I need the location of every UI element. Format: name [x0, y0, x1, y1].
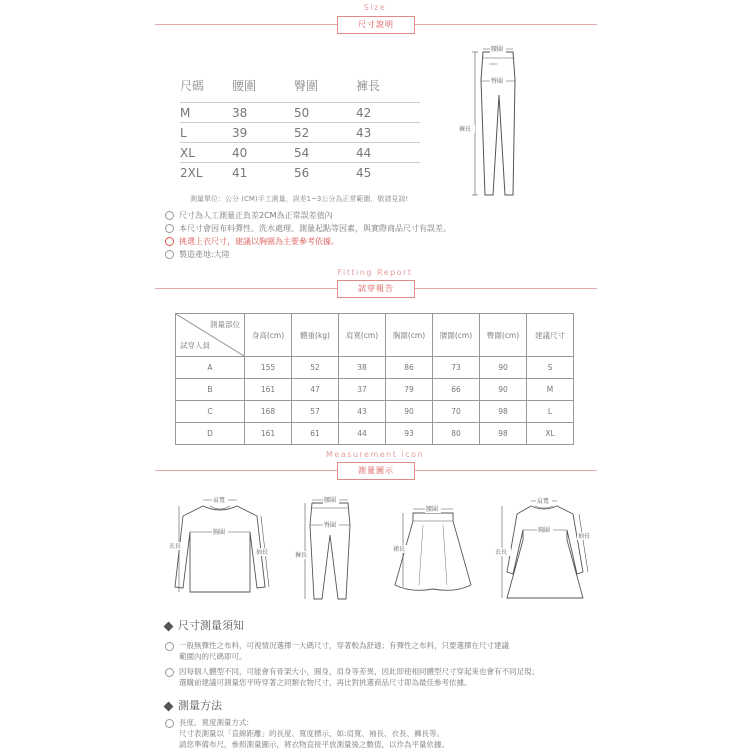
fitting-cell: 161 — [245, 423, 292, 445]
bullet-text: 尺寸為人工測量正負差2CM為正常誤差值內 — [179, 211, 333, 220]
skirt-length-label: 裙長 — [393, 546, 406, 553]
table-row — [180, 103, 420, 123]
pants-icon-length-label: 褲長 — [295, 552, 308, 559]
fitting-header: 體重(kg) — [292, 314, 339, 357]
para-line: 選購前建議可測量您平時穿著之同類衣物尺寸，再比對挑選商品尺寸即為最佳參考依據。 — [179, 678, 472, 687]
size-cell: M — [180, 103, 232, 123]
fitting-cell: A — [176, 357, 245, 379]
fitting-section-en-title: Fitting Report — [337, 268, 413, 277]
pants-hip-label: 臀圍 — [491, 78, 504, 85]
corner-top-label: 測量部位 — [210, 320, 240, 329]
para-line: 範圍內的尺碼即可。 — [179, 652, 247, 661]
size-cell: 44 — [356, 143, 420, 163]
measure-section-en-title: Measurement icon — [325, 450, 425, 459]
size-cell: 43 — [356, 123, 420, 143]
bullet-item-highlight — [165, 236, 339, 247]
bullet-text: 本尺寸會因布料彈性、洗水處理、測量起點等因素，與實際商品尺寸有誤差。 — [179, 224, 451, 233]
fitting-cell: 66 — [433, 379, 480, 401]
size-cell: 50 — [294, 103, 356, 123]
fitting-cell: 80 — [433, 423, 480, 445]
fitting-cell: 86 — [386, 357, 433, 379]
size-cell: 42 — [356, 103, 420, 123]
fitting-cell: 73 — [433, 357, 480, 379]
fitting-cell: C — [176, 401, 245, 423]
para-line: 請您準備布尺，參照測量圖示，將衣物直接平放測量後之數值，以作為平量依據。 — [179, 740, 449, 749]
size-section-title: 尺寸說明 — [337, 16, 415, 34]
top-chest-label: 胸圍 — [213, 529, 226, 536]
fitting-header: 腰圍(cm) — [433, 314, 480, 357]
fitting-cell: 61 — [292, 423, 339, 445]
fitting-cell: L — [527, 401, 574, 423]
fitting-header: 建議尺寸 — [527, 314, 574, 357]
table-row — [176, 423, 574, 445]
size-cell: 56 — [294, 163, 356, 183]
top-length-label: 衣長 — [169, 543, 182, 550]
skirt-measure-diagram — [385, 505, 480, 600]
pants-diagram — [455, 40, 555, 200]
measure-section-title: 測量圖示 — [337, 462, 415, 480]
size-header: 尺碼 — [180, 78, 205, 93]
size-cell: 41 — [232, 163, 294, 183]
heading-text: 尺寸測量須知 — [178, 619, 244, 632]
fitting-cell: XL — [527, 423, 574, 445]
para-line: 長度、寬度測量方式: — [179, 718, 250, 727]
size-header: 褲長 — [356, 78, 381, 93]
fitting-cell: 47 — [292, 379, 339, 401]
table-row — [176, 401, 574, 423]
fitting-cell: 37 — [339, 379, 386, 401]
bullet-item — [165, 223, 451, 234]
para-line: 一般無彈性之布料，可視情況選擇一大碼尺寸，穿著較為舒適；有彈性之布料，只要選擇在尺寸建議 — [179, 641, 509, 650]
top-sleeve-label: 袖長 — [256, 549, 269, 556]
fitting-cell: M — [527, 379, 574, 401]
size-header: 腰圍 — [232, 78, 257, 93]
fitting-cell: 93 — [386, 423, 433, 445]
notice-paragraph-2 — [165, 666, 605, 688]
fitting-cell: 44 — [339, 423, 386, 445]
pants-icon-hip-label: 臀圍 — [324, 522, 337, 529]
fitting-cell: 79 — [386, 379, 433, 401]
para-line: 因每個人體型不同，可能會有骨架大小，圓身，肩身等差異，因此即使相同體型尺寸穿起來也會有不同足現； — [179, 667, 539, 676]
measurement-note: 測量單位：公分 (CM)手工測量，誤差1~3公分為正常範圍，敬請見諒! — [190, 195, 409, 203]
bullet-text: 製造產地:大陸 — [179, 250, 230, 259]
fitting-cell: 98 — [480, 423, 527, 445]
top-measure-diagram — [165, 492, 275, 602]
top-shoulder-label: 肩寬 — [213, 497, 226, 504]
circle-icon — [165, 250, 174, 259]
fitting-header: 身高(cm) — [245, 314, 292, 357]
fitting-header: 肩寬(cm) — [339, 314, 386, 357]
circle-icon — [165, 719, 174, 728]
size-header: 臀圍 — [294, 78, 319, 93]
table-row — [176, 357, 574, 379]
dress-chest-label: 胸圍 — [538, 527, 551, 534]
dress-length-label: 衣長 — [495, 549, 508, 556]
fitting-cell: B — [176, 379, 245, 401]
fitting-header: 胸圍(cm) — [386, 314, 433, 357]
fitting-header: 臀圍(cm) — [480, 314, 527, 357]
table-row — [180, 143, 420, 163]
measure-notice-heading — [165, 617, 244, 633]
fitting-cell: S — [527, 357, 574, 379]
fitting-cell: 168 — [245, 401, 292, 423]
dress-shoulder-label: 肩寬 — [537, 498, 550, 505]
size-section-en-title: Size — [363, 3, 387, 12]
skirt-waist-label: 腰圍 — [426, 506, 439, 513]
table-row — [180, 163, 420, 183]
bullet-item — [165, 210, 333, 221]
circle-icon — [165, 237, 174, 246]
size-cell: 45 — [356, 163, 420, 183]
dress-sleeve-label: 袖長 — [578, 533, 591, 540]
bullet-text: 挑選上衣尺寸，建議以胸圍為主要參考依據。 — [179, 237, 339, 246]
fitting-cell: 52 — [292, 357, 339, 379]
fitting-cell: 98 — [480, 401, 527, 423]
fitting-table — [175, 313, 574, 445]
fitting-cell: 90 — [480, 357, 527, 379]
diamond-icon — [164, 701, 174, 711]
circle-icon — [165, 668, 174, 677]
notice-paragraph-1 — [165, 640, 595, 662]
fitting-cell: 90 — [386, 401, 433, 423]
fitting-cell: 90 — [480, 379, 527, 401]
size-cell: 54 — [294, 143, 356, 163]
circle-icon — [165, 642, 174, 651]
size-cell: XL — [180, 143, 232, 163]
corner-bottom-label: 試穿人員 — [180, 341, 210, 350]
fitting-cell: 155 — [245, 357, 292, 379]
size-cell: 40 — [232, 143, 294, 163]
size-table — [180, 74, 420, 182]
bullet-item — [165, 249, 230, 260]
dress-measure-diagram — [495, 492, 595, 604]
circle-icon — [165, 211, 174, 220]
size-cell: L — [180, 123, 232, 143]
diamond-icon — [164, 621, 174, 631]
size-cell: 2XL — [180, 163, 232, 183]
size-cell: 52 — [294, 123, 356, 143]
fitting-cell: 43 — [339, 401, 386, 423]
fitting-cell: 70 — [433, 401, 480, 423]
circle-icon — [165, 224, 174, 233]
fitting-cell: D — [176, 423, 245, 445]
pants-waist-label: 腰圍 — [491, 46, 504, 53]
para-line: 尺寸表測量以「直線距離」的長度、寬度標示，如:肩寬、袖長、衣長、褲長等。 — [179, 729, 445, 738]
size-cell: 39 — [232, 123, 294, 143]
fitting-cell: 38 — [339, 357, 386, 379]
fitting-cell: 161 — [245, 379, 292, 401]
measure-method-heading — [165, 697, 222, 713]
size-cell: 38 — [232, 103, 294, 123]
heading-text: 測量方法 — [178, 699, 222, 712]
fitting-section-title: 試穿報告 — [337, 280, 415, 298]
table-row — [180, 123, 420, 143]
fitting-corner-cell — [176, 314, 245, 357]
method-paragraph — [165, 717, 595, 750]
pants-measure-diagram — [290, 495, 370, 605]
pants-length-label: 褲長 — [459, 126, 472, 133]
fitting-cell: 57 — [292, 401, 339, 423]
table-row — [176, 379, 574, 401]
pants-icon-waist-label: 腰圍 — [324, 497, 337, 504]
